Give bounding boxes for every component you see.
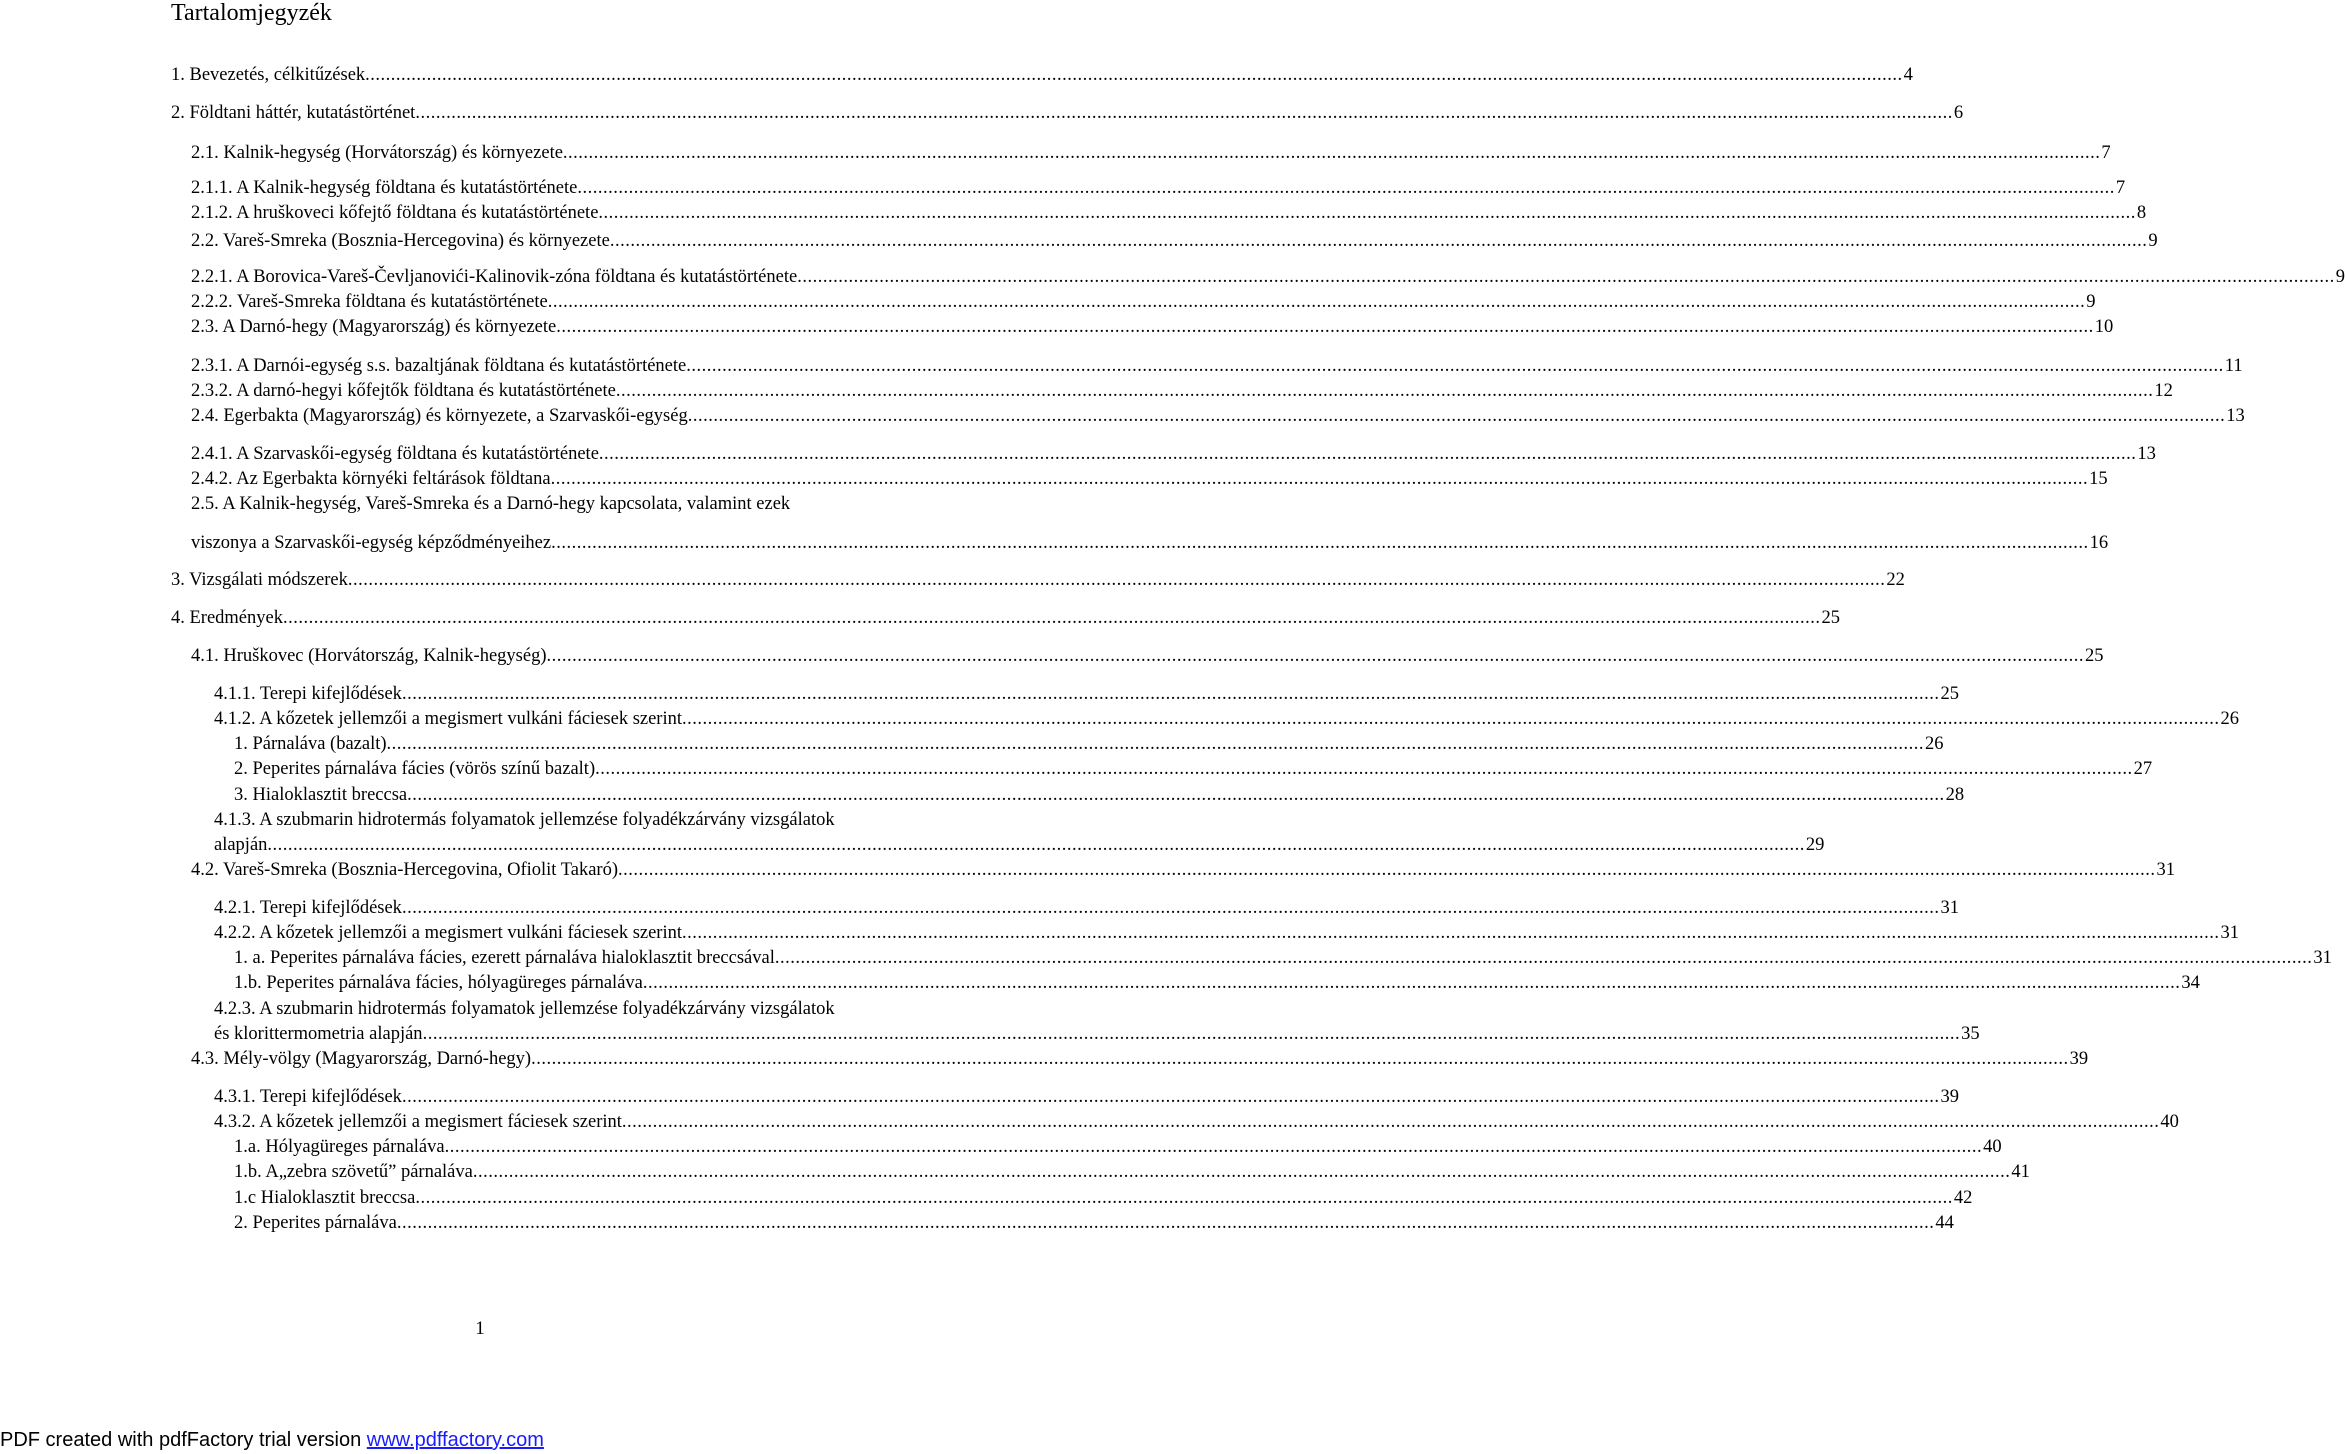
toc-entry-text: 2.3.2. A darnó-hegyi kőfejtők földtana és kutatástörténete (191, 381, 616, 401)
dot-leader: ............................................................................................................................................................................................................................................................................................................ (682, 709, 2220, 729)
dot-leader: ............................................................................................................................................................................................................................................................................................................ (642, 973, 2181, 993)
toc-entry-text: 1.b. A„zebra szövetű” párnaláva (234, 1162, 473, 1182)
dot-leader: ............................................................................................................................................................................................................................................................................................................ (547, 292, 2086, 312)
toc-entry[interactable] (171, 102, 1964, 124)
toc-entry[interactable] (191, 1048, 2089, 1070)
toc-entry-page: 11 (2224, 356, 2243, 376)
dot-leader: ............................................................................................................................................................................................................................................................................................................ (577, 178, 2115, 198)
toc-entry[interactable] (191, 532, 2109, 554)
dot-leader: ............................................................................................................................................................................................................................................................................................................ (687, 406, 2226, 426)
toc-entry-page: 40 (1983, 1137, 2002, 1157)
toc-entry-page: 25 (2085, 646, 2104, 666)
toc-entry[interactable] (191, 493, 957, 515)
toc-entry-text: 2.5. A Kalnik-hegység, Vareš-Smreka és a Darnó-hegy kapcsolata, valamint ezek (191, 494, 791, 514)
toc-entry[interactable] (234, 947, 2332, 969)
toc-entry[interactable] (234, 1212, 1954, 1234)
dot-leader: ............................................................................................................................................................................................................................................................................................................ (774, 948, 2313, 968)
toc-entry-page: 10 (2094, 317, 2114, 337)
toc-entry-page: 31 (1940, 898, 1959, 918)
dot-leader: ............................................................................................................................................................................................................................................................................................................ (556, 317, 2094, 337)
toc-entry-page: 29 (1805, 835, 1825, 855)
toc-entry-text: 4.1. Hruškovec (Horvátország, Kalnik-hegység) (191, 646, 547, 666)
dot-leader: ............................................................................................................................................................................................................................................................................................................ (401, 898, 1940, 918)
toc-entry[interactable] (191, 443, 2156, 465)
toc-entry-text: 2. Peperites párnaláva (234, 1213, 397, 1233)
toc-entry-text: 3. Vizsgálati módszerek (171, 570, 348, 590)
dot-leader: ............................................................................................................................................................................................................................................................................................................ (347, 570, 1886, 590)
footer-link[interactable]: www.pdffactory.com (366, 1429, 544, 1451)
toc-entry-text: 2. Peperites párnaláva fácies (vörös színű bazalt) (234, 759, 596, 779)
toc-entry-page: 44 (1935, 1213, 1954, 1233)
toc-entry[interactable] (191, 142, 2111, 164)
dot-leader: ............................................................................................................................................................................................................................................................................................................ (472, 1162, 2011, 1182)
page-number: 1 (475, 1318, 485, 1339)
toc-entry-page: 25 (1821, 608, 1840, 628)
toc-entry-text: 1.b. Peperites párnaláva fácies, hólyagüreges párnaláva (234, 973, 643, 993)
dot-leader: ............................................................................................................................................................................................................................................................................................................ (415, 103, 1953, 123)
toc-entry[interactable] (191, 177, 2126, 199)
toc-title: Tartalomjegyzék (171, 0, 332, 26)
dot-leader: ............................................................................................................................................................................................................................................................................................................ (615, 381, 2154, 401)
dot-leader: ............................................................................................................................................................................................................................................................................................................ (444, 1137, 1983, 1157)
toc-entry-page: 4 (1903, 65, 1913, 85)
toc-entry-text: 1.a. Hólyagüreges párnaláva (234, 1137, 445, 1157)
toc-entry-page: 13 (2137, 444, 2156, 464)
toc-entry[interactable] (234, 733, 1944, 755)
toc-entry-page: 13 (2226, 406, 2245, 426)
toc-entry-text: 2.3. A Darnó-hegy (Magyarország) és környezete (191, 317, 557, 337)
toc-entry-text: 2.2.1. A Borovica-Vareš-Čevljanovići-Kalinovik-zóna földtana és kutatástörténete (191, 267, 798, 287)
toc-entry[interactable] (214, 922, 2240, 944)
toc-entry-page: 7 (2101, 143, 2111, 163)
dot-leader: ............................................................................................................................................................................................................................................................................................................ (396, 1213, 1935, 1233)
toc-entry[interactable] (214, 809, 957, 831)
toc-entry[interactable] (191, 405, 2245, 427)
dot-leader: ............................................................................................................................................................................................................................................................................................................ (621, 1112, 2160, 1132)
toc-entry-text: 4.1.2. A kőzetek jellemzői a megismert vulkáni fáciesek szerint (214, 709, 683, 729)
toc-entry[interactable] (191, 355, 2243, 377)
toc-entry[interactable] (214, 683, 1959, 705)
toc-entry[interactable] (191, 230, 2158, 252)
toc-entry[interactable] (234, 972, 2200, 994)
toc-entry-page: 41 (2011, 1162, 2030, 1182)
toc-entry-page: 35 (1961, 1024, 1980, 1044)
toc-entry-text: 2.2. Vareš-Smreka (Bosznia-Hercegovina) és környezete (191, 231, 610, 251)
dot-leader: ............................................................................................................................................................................................................................................................................................................ (609, 231, 2148, 251)
dot-leader: ............................................................................................................................................................................................................................................................................................................ (598, 203, 2136, 223)
toc-entry[interactable] (191, 468, 2108, 490)
toc-entry[interactable] (171, 569, 1905, 591)
toc-entry-page: 16 (2089, 533, 2109, 553)
toc-entry-text: 4. Eredmények (171, 608, 283, 628)
toc-entry-text: 2.1.1. A Kalnik-hegység földtana és kutatástörténete (191, 178, 578, 198)
toc-entry-text: 2.3.1. A Darnói-egység s.s. bazaltjának földtana és kutatástörténete (191, 356, 687, 376)
dot-leader: ............................................................................................................................................................................................................................................................................................................ (682, 923, 2220, 943)
toc-entry-text: 4.2.3. A szubmarin hidrotermás folyamatok jellemzése folyadékzárvány vizsgálatok (214, 999, 835, 1019)
toc-entry[interactable] (191, 316, 2114, 338)
toc-entry-page: 9 (2148, 231, 2158, 251)
toc-entry[interactable] (234, 784, 1965, 806)
toc-entry-text: 4.1.1. Terepi kifejlődések (214, 684, 402, 704)
toc-entry-page: 27 (2133, 759, 2153, 779)
toc-entry-text: és klorittermometria alapján (214, 1024, 423, 1044)
dot-leader: ............................................................................................................................................................................................................................................................................................................ (422, 1024, 1961, 1044)
toc-entry[interactable] (214, 1023, 1980, 1045)
toc-entry-page: 31 (2313, 948, 2332, 968)
dot-leader: ............................................................................................................................................................................................................................................................................................................ (546, 646, 2085, 666)
dot-leader: ............................................................................................................................................................................................................................................................................................................ (283, 608, 1821, 628)
toc-entry-page: 31 (2220, 923, 2240, 943)
toc-entry-text: alapján (214, 835, 268, 855)
toc-entry-text: 2. Földtani háttér, kutatástörténet (171, 103, 416, 123)
toc-entry[interactable] (234, 1161, 2030, 1183)
dot-leader: ............................................................................................................................................................................................................................................................................................................ (365, 65, 1903, 85)
toc-entry-text: 2.1. Kalnik-hegység (Horvátország) és környezete (191, 143, 563, 163)
toc-entry[interactable] (214, 897, 1959, 919)
toc-entry[interactable] (191, 291, 2096, 313)
toc-entry-page: 15 (2089, 469, 2108, 489)
toc-entry-page: 12 (2154, 381, 2173, 401)
dot-leader: ............................................................................................................................................................................................................................................................................................................ (415, 1188, 1953, 1208)
dot-leader: ............................................................................................................................................................................................................................................................................................................ (617, 860, 2156, 880)
toc-entry[interactable] (214, 1111, 2179, 1133)
toc-entry[interactable] (234, 1187, 1973, 1209)
dot-leader: ............................................................................................................................................................................................................................................................................................................ (551, 533, 2089, 553)
dot-leader: ............................................................................................................................................................................................................................................................................................................ (686, 356, 2224, 376)
toc-entry[interactable] (214, 1086, 1959, 1108)
toc-entry-text: 2.4.1. A Szarvaskői-egység földtana és kutatástörténete (191, 444, 599, 464)
toc-entry-text: 2.1.2. A hruškoveci kőfejtő földtana és kutatástörténete (191, 203, 599, 223)
toc-entry[interactable] (191, 266, 2345, 288)
toc-entry[interactable] (214, 998, 957, 1020)
toc-entry[interactable] (171, 607, 1840, 629)
dot-leader: ............................................................................................................................................................................................................................................................................................................ (407, 785, 1945, 805)
toc-entry-text: 3. Hialoklasztit breccsa (234, 785, 408, 805)
dot-leader: ............................................................................................................................................................................................................................................................................................................ (598, 444, 2137, 464)
toc-entry-page: 31 (2156, 860, 2175, 880)
toc-entry-page: 25 (1940, 684, 1959, 704)
dot-leader: ............................................................................................................................................................................................................................................................................................................ (386, 734, 1925, 754)
toc-entry-page: 9 (2086, 292, 2096, 312)
footer-text: PDF created with pdfFactory trial version (0, 1429, 367, 1451)
toc-entry[interactable] (191, 859, 2175, 881)
toc-entry-text: 1. a. Peperites párnaláva fácies, ezerett párnaláva hialoklasztit breccsával (234, 948, 775, 968)
toc-entry-text: 4.3. Mély-völgy (Magyarország, Darnó-hegy) (191, 1049, 532, 1069)
toc-entry-text: 1. Bevezetés, célkitűzések (171, 65, 366, 85)
toc-entry[interactable] (191, 645, 2104, 667)
toc-entry[interactable] (214, 834, 1825, 856)
toc-entry-page: 7 (2115, 178, 2126, 198)
toc-entry-page: 40 (2160, 1112, 2179, 1132)
toc-entry-text: 4.2. Vareš-Smreka (Bosznia-Hercegovina, Ofiolit Takaró) (191, 860, 618, 880)
toc-entry-page: 34 (2181, 973, 2200, 993)
dot-leader: ............................................................................................................................................................................................................................................................................................................ (550, 469, 2089, 489)
toc-entry-page: 39 (2069, 1049, 2089, 1069)
toc-entry-text: 2.4.2. Az Egerbakta környéki feltárások földtana (191, 469, 551, 489)
toc-entry-text: 4.2.2. A kőzetek jellemzői a megismert vulkáni fáciesek szerint (214, 923, 683, 943)
toc-entry-text: 2.2.2. Vareš-Smreka földtana és kutatástörténete (191, 292, 548, 312)
toc-entry-text: 4.3.2. A kőzetek jellemzői a megismert fáciesek szerint (214, 1112, 622, 1132)
pdf-footer (0, 1428, 544, 1454)
toc-entry[interactable] (191, 380, 2173, 402)
dot-leader: ............................................................................................................................................................................................................................................................................................................ (562, 143, 2101, 163)
toc-entry[interactable] (234, 758, 2153, 780)
toc-entry[interactable] (191, 202, 2147, 224)
toc-entry[interactable] (234, 1136, 2002, 1158)
dot-leader: ............................................................................................................................................................................................................................................................................................................ (401, 684, 1940, 704)
toc-entry-text: viszonya a Szarvaskői-egység képződményeihez (191, 533, 552, 553)
toc-entry-text: 4.1.3. A szubmarin hidrotermás folyamatok jellemzése folyadékzárvány vizsgálatok (214, 810, 835, 830)
toc-entry[interactable] (171, 64, 1913, 86)
toc-entry-page: 22 (1886, 570, 1905, 590)
dot-leader: ............................................................................................................................................................................................................................................................................................................ (267, 835, 1805, 855)
dot-leader: ............................................................................................................................................................................................................................................................................................................ (595, 759, 2133, 779)
toc-entry-page: 26 (2220, 709, 2240, 729)
toc-entry[interactable] (214, 708, 2240, 730)
toc-entry-text: 4.2.1. Terepi kifejlődések (214, 898, 402, 918)
dot-leader: ............................................................................................................................................................................................................................................................................................................ (401, 1087, 1940, 1107)
toc-entry-page: 9 (2335, 267, 2345, 287)
toc-entry-page: 6 (1953, 103, 1964, 123)
toc-entry-page: 8 (2136, 203, 2147, 223)
dot-leader: ............................................................................................................................................................................................................................................................................................................ (797, 267, 2335, 287)
toc-entry-text: 1.c Hialoklasztit breccsa (234, 1188, 416, 1208)
toc-entry-text: 2.4. Egerbakta (Magyarország) és környezete, a Szarvaskői-egység (191, 406, 688, 426)
toc-entry-text: 4.3.1. Terepi kifejlődések (214, 1087, 402, 1107)
toc-entry-page: 39 (1940, 1087, 1959, 1107)
toc-entry-text: 1. Párnaláva (bazalt) (234, 734, 387, 754)
dot-leader: ............................................................................................................................................................................................................................................................................................................ (531, 1049, 2069, 1069)
toc-entry-page: 42 (1953, 1188, 1973, 1208)
toc-entry-page: 26 (1925, 734, 1944, 754)
toc-entry-page: 28 (1945, 785, 1965, 805)
